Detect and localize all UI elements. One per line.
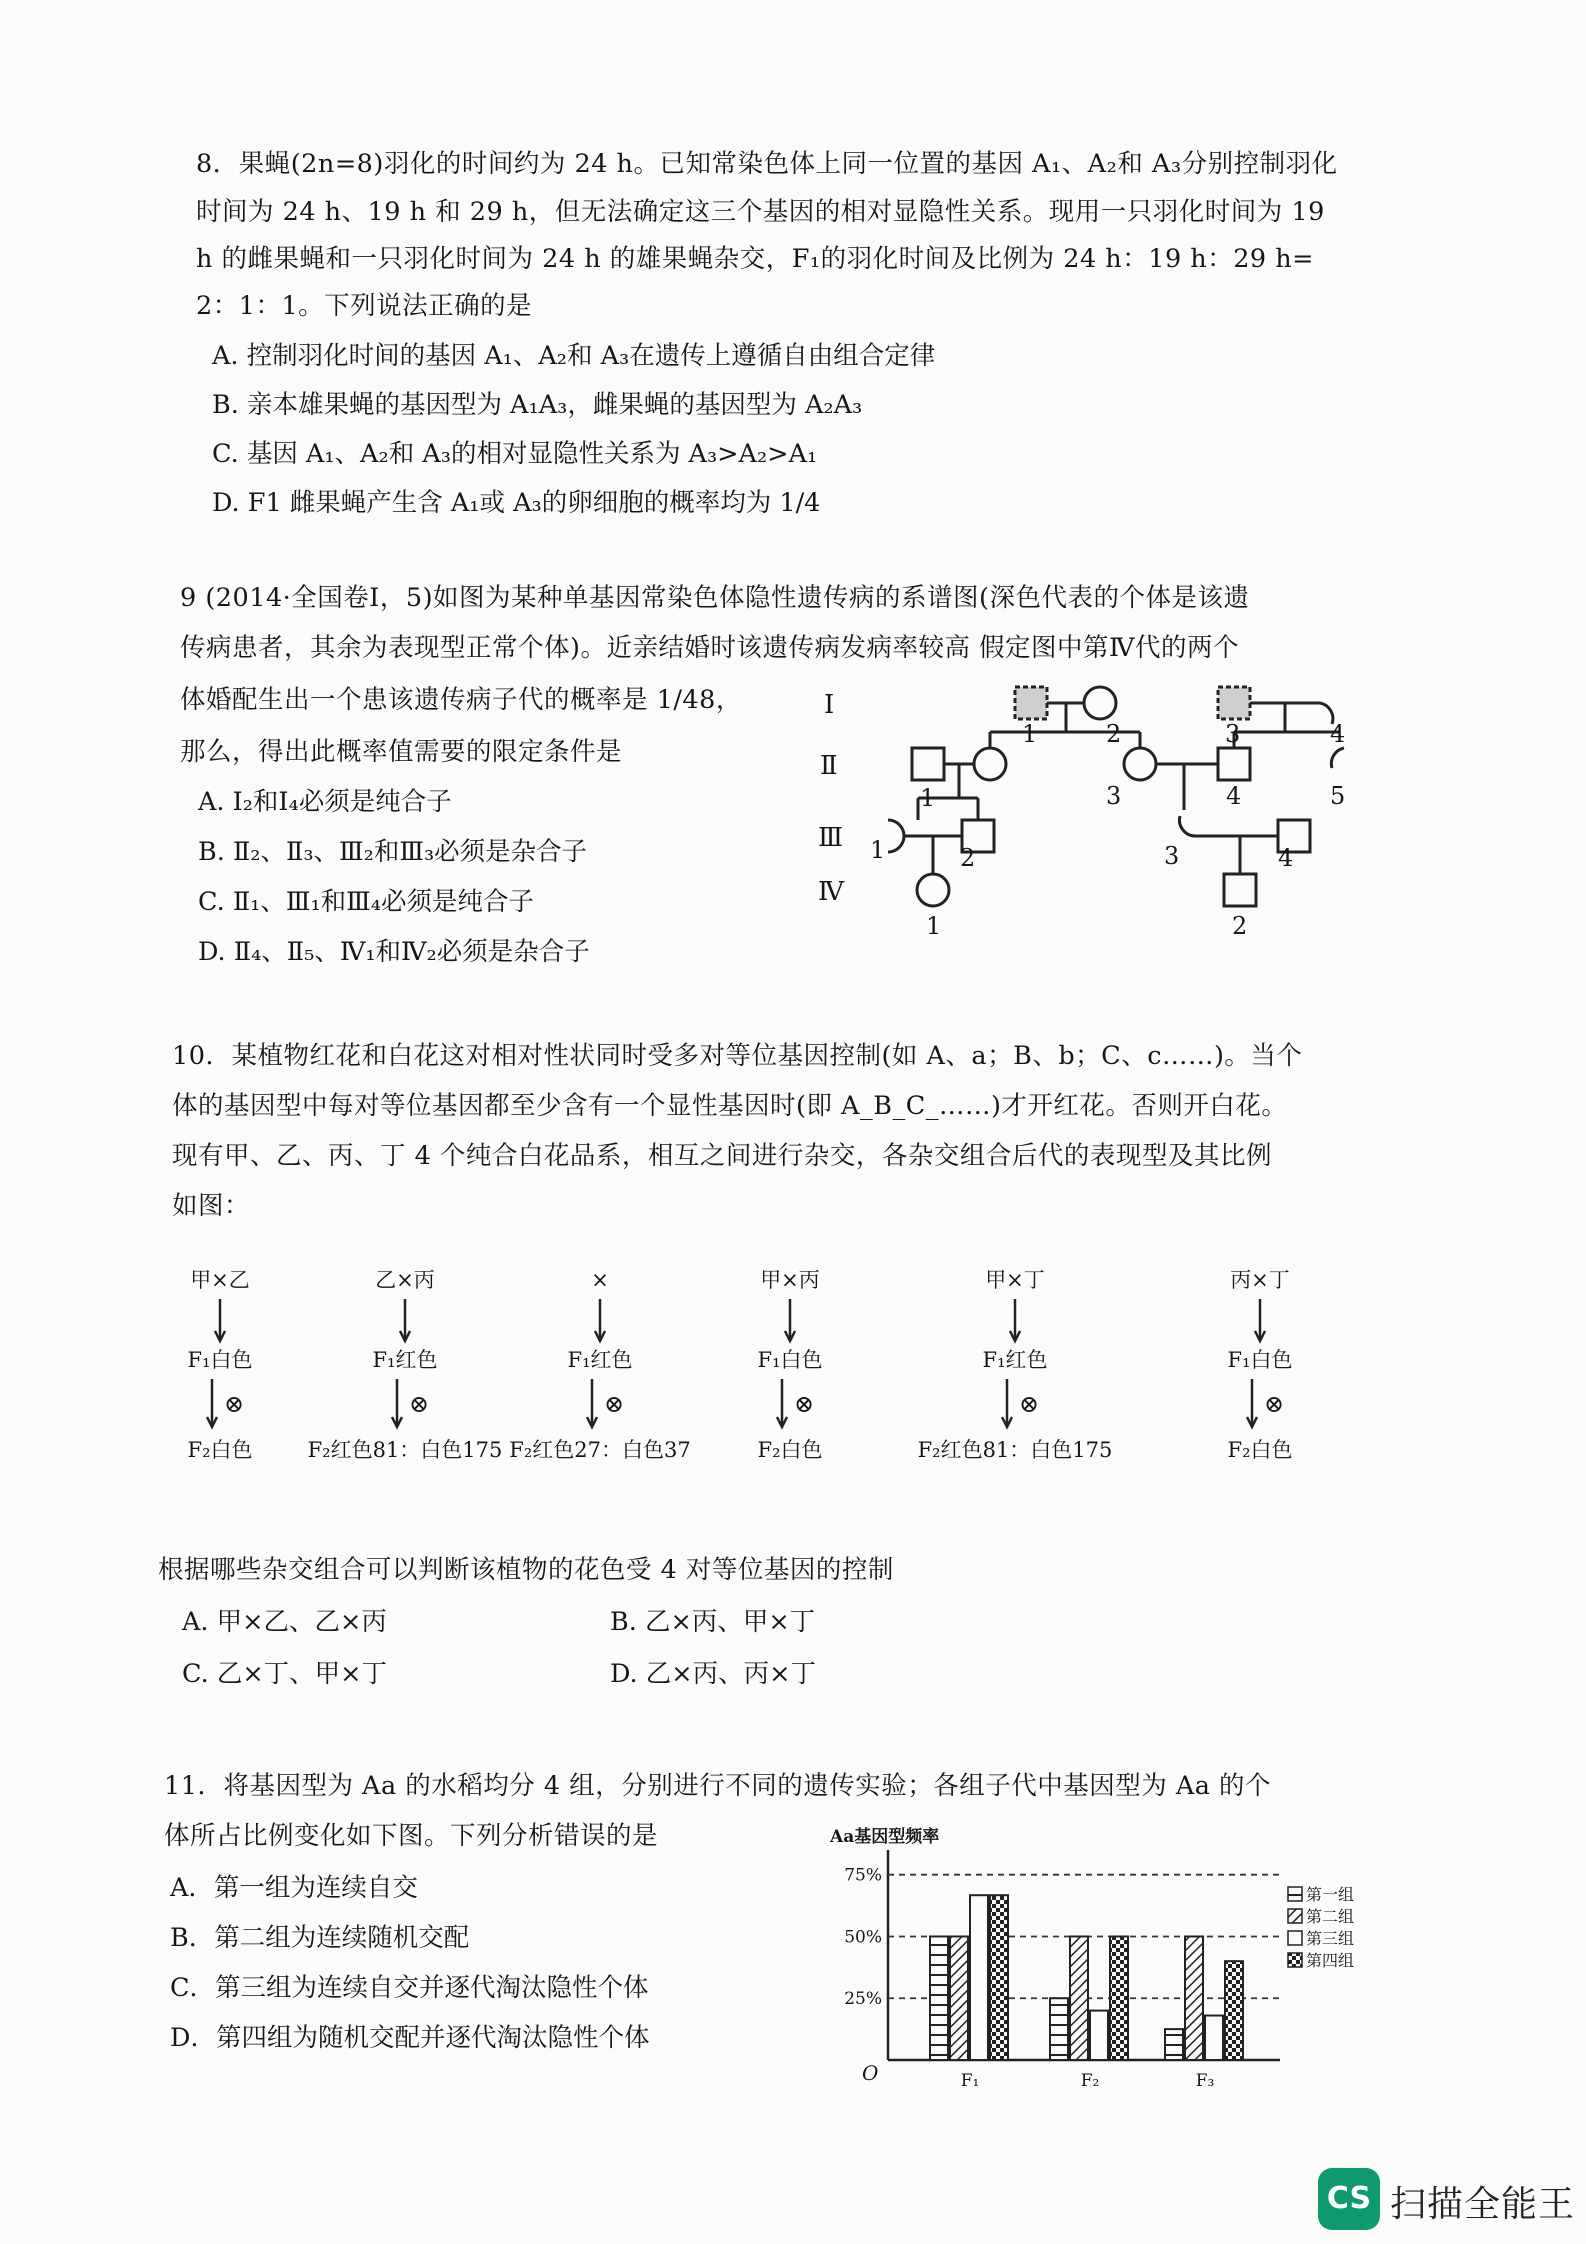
cross-6-selfing-icon: ⊗ (1263, 1390, 1285, 1418)
cross-3-f2: F₂红色27：白色37 (509, 1438, 691, 1462)
q8-line-1: 8．果蝇(2n=8)羽化的时间约为 24 h。已知常染色体上同一位置的基因 A₁、A₂和 A₃分别控制羽化 (196, 149, 1338, 179)
chart-ylabel: Aa基因型频率 (830, 1827, 940, 1847)
q9-option-a: A. Ⅰ₂和Ⅰ₄必须是纯合子 (198, 787, 452, 817)
scanner-logo: CS (1318, 2168, 1380, 2230)
cross-2-f1: F₁红色 (372, 1348, 438, 1372)
gen2-label-4: 4 (1226, 782, 1242, 810)
cross-1-parents: 甲×乙 (190, 1268, 250, 1292)
cross-6-f1: F₁白色 (1227, 1348, 1293, 1372)
q9-line-1: 9 (2014·全国卷Ⅰ，5)如图为某种单基因常染色体隐性遗传病的系谱图(深色代表的个体是该遗 (180, 583, 1250, 613)
cross-5-parents: 甲×丁 (985, 1268, 1045, 1292)
q10-line-4: 如图： (172, 1191, 251, 1221)
q10-line-1: 10．某植物红花和白花这对相对性状同时受多对等位基因控制(如 A、a；B、b；C、c……)。当个 (172, 1041, 1303, 1071)
q10-option-b: B. 乙×丙、甲×丁 (610, 1607, 816, 1637)
cross-5-f2: F₂红色81：白色175 (917, 1438, 1113, 1462)
legend-swatch-4 (1288, 1953, 1302, 1967)
q9-option-c: C. Ⅱ₁、Ⅲ₁和Ⅲ₄必须是纯合子 (198, 887, 534, 917)
gen2-label-5: 5 (1330, 782, 1346, 810)
cross-1-f2: F₂白色 (187, 1438, 253, 1462)
generation-label-3: Ⅲ (818, 823, 844, 853)
bar-3-series-2 (1185, 1936, 1203, 2060)
q11-line-2: 体所占比例变化如下图。下列分析错误的是 (164, 1821, 659, 1851)
cross-4-parents: 甲×丙 (760, 1268, 820, 1292)
legend-label-4: 第四组 (1306, 1951, 1355, 1970)
q8-option-b: B. 亲本雄果蝇的基因型为 A₁A₃，雌果蝇的基因型为 A₂A₃ (212, 390, 863, 420)
bar-2-series-4 (1110, 1936, 1128, 2060)
pedigree-diagram (800, 670, 1370, 970)
cross-6-f2: F₂白色 (1227, 1438, 1293, 1462)
aa-frequency-chart (820, 1820, 1380, 2100)
pedigree-ii5 (1331, 748, 1344, 768)
cross-2-f2: F₂红色81：白色175 (307, 1438, 503, 1462)
chart-ytick-label: 25% (844, 1989, 882, 2010)
chart-xtick-label: F₂ (1080, 2071, 1100, 2091)
legend-label-2: 第二组 (1306, 1907, 1355, 1926)
q8-option-d: D. F1 雌果蝇产生含 A₁或 A₃的卵细胞的概率均为 1/4 (212, 488, 821, 518)
bar-1-series-3 (970, 1895, 988, 2060)
pedigree-ii1 (912, 748, 944, 780)
bar-1-series-2 (950, 1936, 968, 2060)
chart-xtick-label: F₁ (960, 2071, 980, 2091)
pedigree-iii1 (888, 820, 904, 852)
q10-line-2: 体的基因型中每对等位基因都至少含有一个显性基因时(即 A_B_C_……)才开红花。否则开白花。 (172, 1091, 1288, 1121)
q9-option-d: D. Ⅱ₄、Ⅱ₅、Ⅳ₁和Ⅳ₂必须是杂合子 (198, 937, 590, 967)
q10-option-d: D. 乙×丙、丙×丁 (610, 1659, 816, 1689)
cross-2-parents: 乙×丙 (375, 1268, 435, 1292)
q8-line-4: 2：1：1。下列说法正确的是 (196, 291, 533, 321)
cross-4-selfing-icon: ⊗ (793, 1390, 815, 1418)
q11-option-a: A．第一组为连续自交 (170, 1873, 418, 1903)
cross-5-f1: F₁红色 (982, 1348, 1048, 1372)
q11-line-1: 11．将基因型为 Aa 的水稻均分 4 组，分别进行不同的遗传实验；各组子代中基因型为 Aa 的个 (164, 1771, 1272, 1801)
chart-ytick-label: 50% (844, 1927, 882, 1948)
q8-option-c: C. 基因 A₁、A₂和 A₃的相对显隐性关系为 A₃>A₂>A₁ (212, 439, 818, 469)
pedigree-i1 (1015, 687, 1047, 719)
gen4-label-2: 2 (1232, 912, 1248, 940)
bar-2-series-3 (1090, 2011, 1108, 2060)
legend-swatch-3 (1288, 1931, 1302, 1945)
legend-swatch-1 (1288, 1887, 1302, 1901)
gen2-label-1: 1 (920, 784, 936, 812)
legend-swatch-2 (1288, 1909, 1302, 1923)
q11-option-d: D．第四组为随机交配并逐代淘汰隐性个体 (170, 2023, 650, 2053)
q8-option-a: A. 控制羽化时间的基因 A₁、A₂和 A₃在遗传上遵循自由组合定律 (212, 341, 936, 371)
scanner-app-name: 扫描全能王 (1390, 2184, 1576, 2225)
bar-3-series-4 (1225, 1961, 1243, 2060)
cross-4-f2: F₂白色 (757, 1438, 823, 1462)
q9-line-4: 那么，得出此概率值需要的限定条件是 (180, 737, 623, 767)
gen3-label-4: 4 (1278, 844, 1294, 872)
cross-5-selfing-icon: ⊗ (1018, 1390, 1040, 1418)
q11-option-c: C．第三组为连续自交并逐代淘汰隐性个体 (170, 1973, 649, 2003)
pedigree-iv1 (917, 874, 949, 906)
gen1-label-3: 3 (1225, 720, 1241, 748)
gen3-label-1: 1 (870, 836, 886, 864)
generation-label-1: Ⅰ (824, 690, 835, 720)
gen1-label-2: 2 (1106, 720, 1122, 748)
pedigree-iv2 (1224, 874, 1256, 906)
legend-label-3: 第三组 (1306, 1929, 1355, 1948)
q8-line-3: h 的雌果蝇和一只羽化时间为 24 h 的雄果蝇杂交，F₁的羽化时间及比例为 24 h：19 h：29 h= (196, 244, 1315, 274)
gen1-label-1: 1 (1022, 720, 1038, 748)
cross-6-parents: 丙×丁 (1230, 1268, 1290, 1292)
pedigree-i2 (1084, 687, 1116, 719)
cross-2-selfing-icon: ⊗ (408, 1390, 430, 1418)
generation-label-4: Ⅳ (818, 877, 844, 907)
pedigree-ii4 (1218, 748, 1250, 780)
q10-option-a: A. 甲×乙、乙×丙 (182, 1607, 387, 1637)
cross-1-f1: F₁白色 (187, 1348, 253, 1372)
cross-diagram (150, 1255, 1400, 1495)
q9-line-2: 传病患者，其余为表现型正常个体)。近亲结婚时该遗传病发病率较高 假定图中第Ⅳ代的两个 (180, 633, 1240, 663)
generation-label-2: Ⅱ (820, 751, 838, 781)
chart-xtick-label: F₃ (1195, 2071, 1215, 2091)
pedigree-ii3 (1124, 748, 1156, 780)
q9-option-b: B. Ⅱ₂、Ⅱ₃、Ⅲ₂和Ⅲ₃必须是杂合子 (198, 837, 588, 867)
bar-3-series-3 (1205, 2016, 1223, 2060)
q10-option-c: C. 乙×丁、甲×丁 (182, 1659, 388, 1689)
gen3-label-2: 2 (960, 844, 976, 872)
q11-option-b: B．第二组为连续随机交配 (170, 1923, 470, 1953)
pedigree-i3 (1218, 687, 1250, 719)
cross-1-selfing-icon: ⊗ (223, 1390, 245, 1418)
cross-3-parents: × (591, 1268, 609, 1292)
cross-3-selfing-icon: ⊗ (603, 1390, 625, 1418)
gen4-label-1: 1 (926, 912, 942, 940)
q8-line-2: 时间为 24 h、19 h 和 29 h，但无法确定这三个基因的相对显隐性关系。现用一只羽化时间为 19 (196, 197, 1325, 227)
bar-1-series-4 (990, 1895, 1008, 2060)
gen1-label-4: 4 (1330, 720, 1346, 748)
bar-3-series-1 (1165, 2029, 1183, 2060)
bar-2-series-2 (1070, 1936, 1088, 2060)
gen3-label-3: 3 (1164, 842, 1180, 870)
legend-label-1: 第一组 (1306, 1885, 1355, 1904)
bar-1-series-1 (930, 1936, 948, 2060)
chart-ytick-label: 75% (844, 1865, 882, 1886)
q10-question: 根据哪些杂交组合可以判断该植物的花色受 4 对等位基因的控制 (158, 1555, 894, 1585)
gen2-label-3: 3 (1106, 782, 1122, 810)
cross-4-f1: F₁白色 (757, 1348, 823, 1372)
bar-2-series-1 (1050, 1998, 1068, 2060)
chart-origin-label: O (862, 2061, 879, 2085)
pedigree-ii2 (974, 748, 1006, 780)
cross-3-f1: F₁红色 (567, 1348, 633, 1372)
q10-line-3: 现有甲、乙、丙、丁 4 个纯合白花品系，相互之间进行杂交，各杂交组合后代的表现型及其比例 (172, 1141, 1272, 1171)
pedigree-iii3 (1179, 816, 1196, 836)
q9-line-3: 体婚配生出一个患该遗传病子代的概率是 1/48， (180, 685, 742, 715)
